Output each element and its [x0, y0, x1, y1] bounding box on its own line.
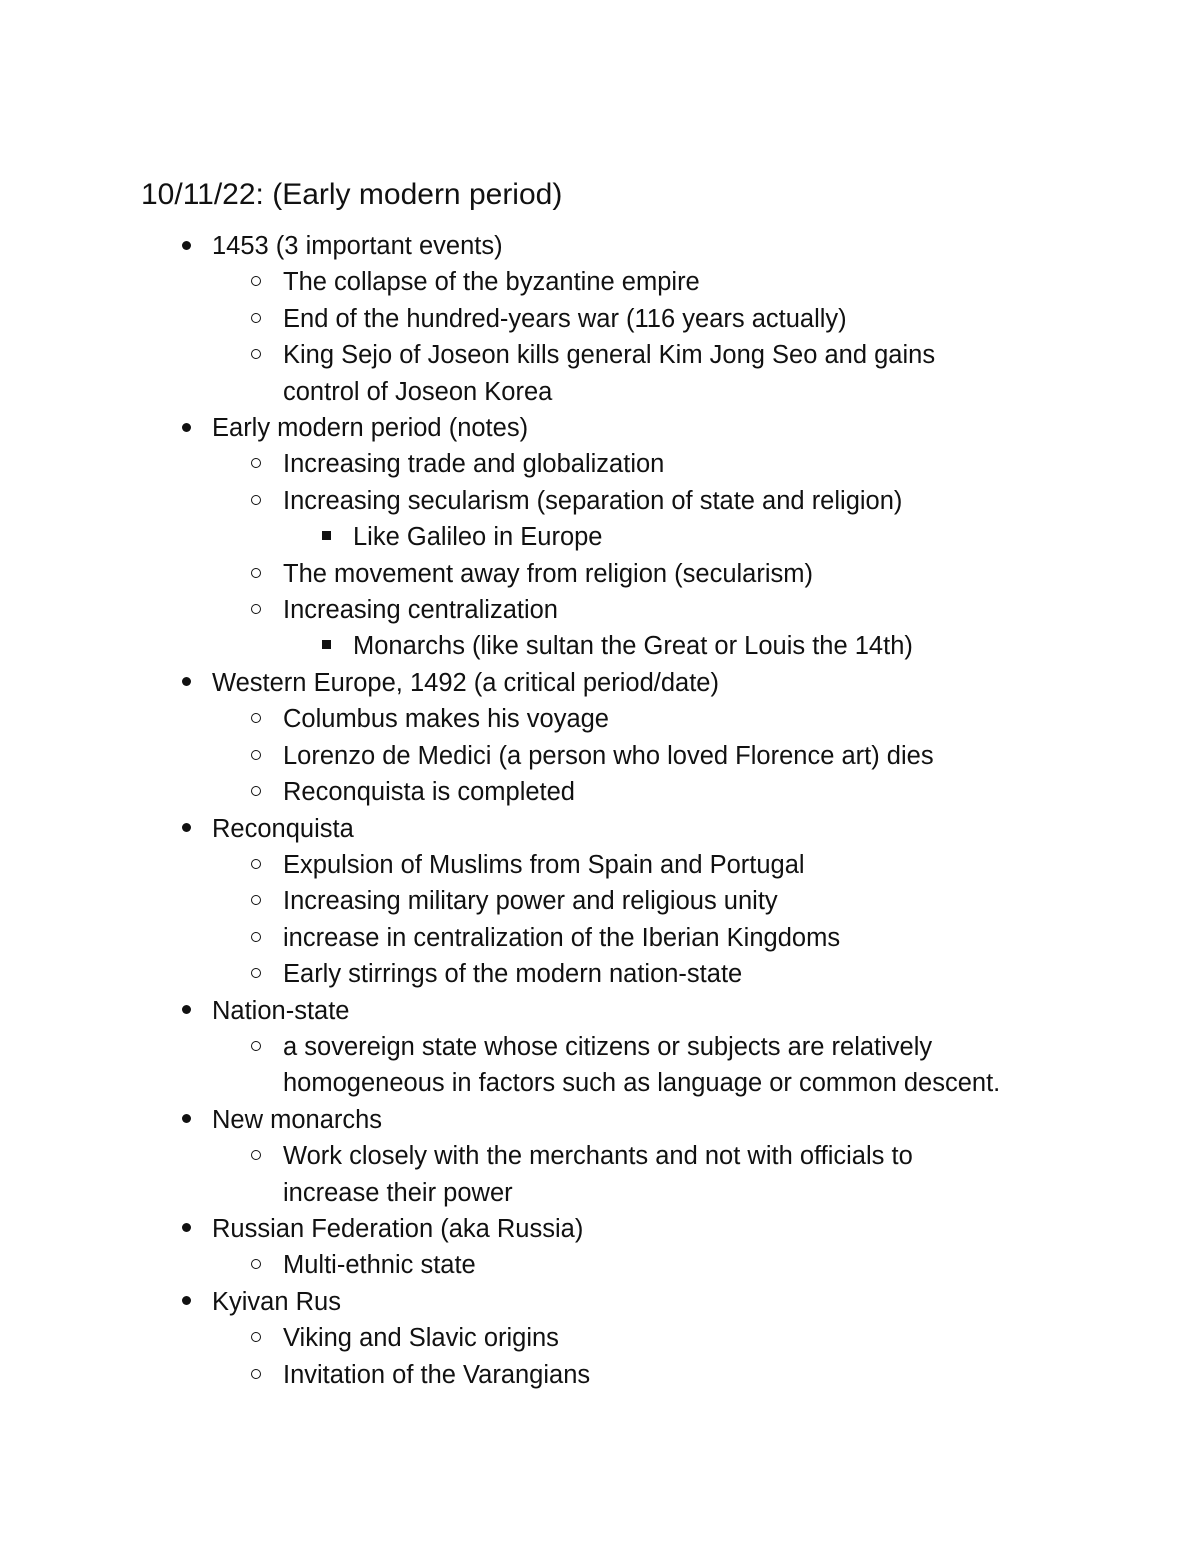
- list-item: [0, 701, 1200, 737]
- list-item: [0, 592, 1200, 628]
- circle-bullet-icon: [244, 556, 268, 592]
- circle-bullet-icon: [244, 1357, 268, 1393]
- list-item-text: The movement away from religion (secularism): [283, 559, 813, 588]
- list-item: [0, 264, 1200, 300]
- list-item-text: Increasing centralization: [283, 596, 558, 625]
- list-item-text: Like Galileo in Europe: [353, 523, 603, 552]
- list-item: [0, 1247, 1200, 1283]
- list-item: [0, 556, 1200, 592]
- list-item: [0, 993, 1200, 1029]
- list-item-text: Columbus makes his voyage: [283, 705, 609, 734]
- list-item-text: Invitation of the Varangians: [283, 1360, 591, 1389]
- list-item-text: Reconquista: [212, 814, 354, 843]
- list-item-text: Early modern period (notes): [212, 414, 529, 443]
- list-item-continuation: [0, 1175, 1200, 1211]
- disc-bullet-icon: [174, 1284, 198, 1320]
- list-item: [0, 920, 1200, 956]
- list-item-continuation: [0, 1065, 1200, 1101]
- circle-bullet-icon: [244, 701, 268, 737]
- list-item-text: King Sejo of Joseon kills general Kim Jong Seo and gains: [283, 341, 936, 370]
- list-item: [0, 410, 1200, 446]
- list-item-text: increase in centralization of the Iberian Kingdoms: [283, 923, 841, 952]
- list-item-text: The collapse of the byzantine empire: [283, 268, 700, 297]
- page-title: 10/11/22: (Early modern period): [141, 178, 563, 211]
- list-item: [0, 1211, 1200, 1247]
- list-item: [0, 1284, 1200, 1320]
- list-item-text: Increasing trade and globalization: [283, 450, 665, 479]
- list-item: [0, 847, 1200, 883]
- disc-bullet-icon: [174, 1102, 198, 1138]
- list-item: [0, 1102, 1200, 1138]
- circle-bullet-icon: [244, 920, 268, 956]
- list-item: [0, 665, 1200, 701]
- list-item-text: Russian Federation (aka Russia): [212, 1214, 584, 1243]
- circle-bullet-icon: [244, 847, 268, 883]
- list-item-text: Reconquista is completed: [283, 778, 575, 807]
- disc-bullet-icon: [174, 1211, 198, 1247]
- circle-bullet-icon: [244, 738, 268, 774]
- list-item: [0, 774, 1200, 810]
- list-item: [0, 1138, 1200, 1174]
- list-item-text: Monarchs (like sultan the Great or Louis the 14th): [353, 632, 913, 661]
- circle-bullet-icon: [244, 883, 268, 919]
- list-item-text: homogeneous in factors such as language or common descent.: [283, 1069, 1001, 1098]
- notes-list: [0, 228, 1200, 1393]
- list-item-continuation: [0, 374, 1200, 410]
- list-item: [0, 446, 1200, 482]
- list-item: [0, 301, 1200, 337]
- list-item: [0, 483, 1200, 519]
- circle-bullet-icon: [244, 774, 268, 810]
- disc-bullet-icon: [174, 228, 198, 264]
- list-item: [0, 1320, 1200, 1356]
- list-item-text: control of Joseon Korea: [283, 377, 553, 406]
- list-item-text: New monarchs: [212, 1105, 383, 1134]
- square-bullet-icon: [314, 628, 338, 664]
- circle-bullet-icon: [244, 264, 268, 300]
- list-item-text: Increasing military power and religious unity: [283, 887, 778, 916]
- list-item-text: Lorenzo de Medici (a person who loved Florence art) dies: [283, 741, 934, 770]
- list-item: [0, 337, 1200, 373]
- list-item-text: a sovereign state whose citizens or subjects are relatively: [283, 1032, 933, 1061]
- list-item-text: Multi-ethnic state: [283, 1251, 476, 1280]
- circle-bullet-icon: [244, 956, 268, 992]
- list-item: [0, 1357, 1200, 1393]
- circle-bullet-icon: [244, 1138, 268, 1174]
- list-item: [0, 738, 1200, 774]
- list-item: [0, 628, 1200, 664]
- circle-bullet-icon: [244, 337, 268, 373]
- circle-bullet-icon: [244, 1029, 268, 1065]
- list-item-text: Work closely with the merchants and not with officials to: [283, 1142, 913, 1171]
- circle-bullet-icon: [244, 446, 268, 482]
- list-item: [0, 519, 1200, 555]
- list-item-text: increase their power: [283, 1178, 513, 1207]
- list-item-text: Expulsion of Muslims from Spain and Portugal: [283, 850, 805, 879]
- disc-bullet-icon: [174, 410, 198, 446]
- circle-bullet-icon: [244, 592, 268, 628]
- circle-bullet-icon: [244, 301, 268, 337]
- list-item: [0, 811, 1200, 847]
- disc-bullet-icon: [174, 993, 198, 1029]
- list-item-text: Increasing secularism (separation of state and religion): [283, 486, 903, 515]
- list-item-text: Kyivan Rus: [212, 1287, 341, 1316]
- disc-bullet-icon: [174, 665, 198, 701]
- list-item: [0, 1029, 1200, 1065]
- list-item-text: Western Europe, 1492 (a critical period/date): [212, 668, 719, 697]
- circle-bullet-icon: [244, 1247, 268, 1283]
- circle-bullet-icon: [244, 483, 268, 519]
- circle-bullet-icon: [244, 1320, 268, 1356]
- list-item: [0, 883, 1200, 919]
- list-item: [0, 228, 1200, 264]
- list-item-text: Early stirrings of the modern nation-state: [283, 960, 743, 989]
- list-item-text: End of the hundred-years war (116 years actually): [283, 304, 847, 333]
- square-bullet-icon: [314, 519, 338, 555]
- list-item-text: 1453 (3 important events): [212, 232, 503, 260]
- list-item: [0, 956, 1200, 992]
- list-item-text: Viking and Slavic origins: [283, 1324, 559, 1353]
- disc-bullet-icon: [174, 811, 198, 847]
- list-item-text: Nation-state: [212, 996, 350, 1025]
